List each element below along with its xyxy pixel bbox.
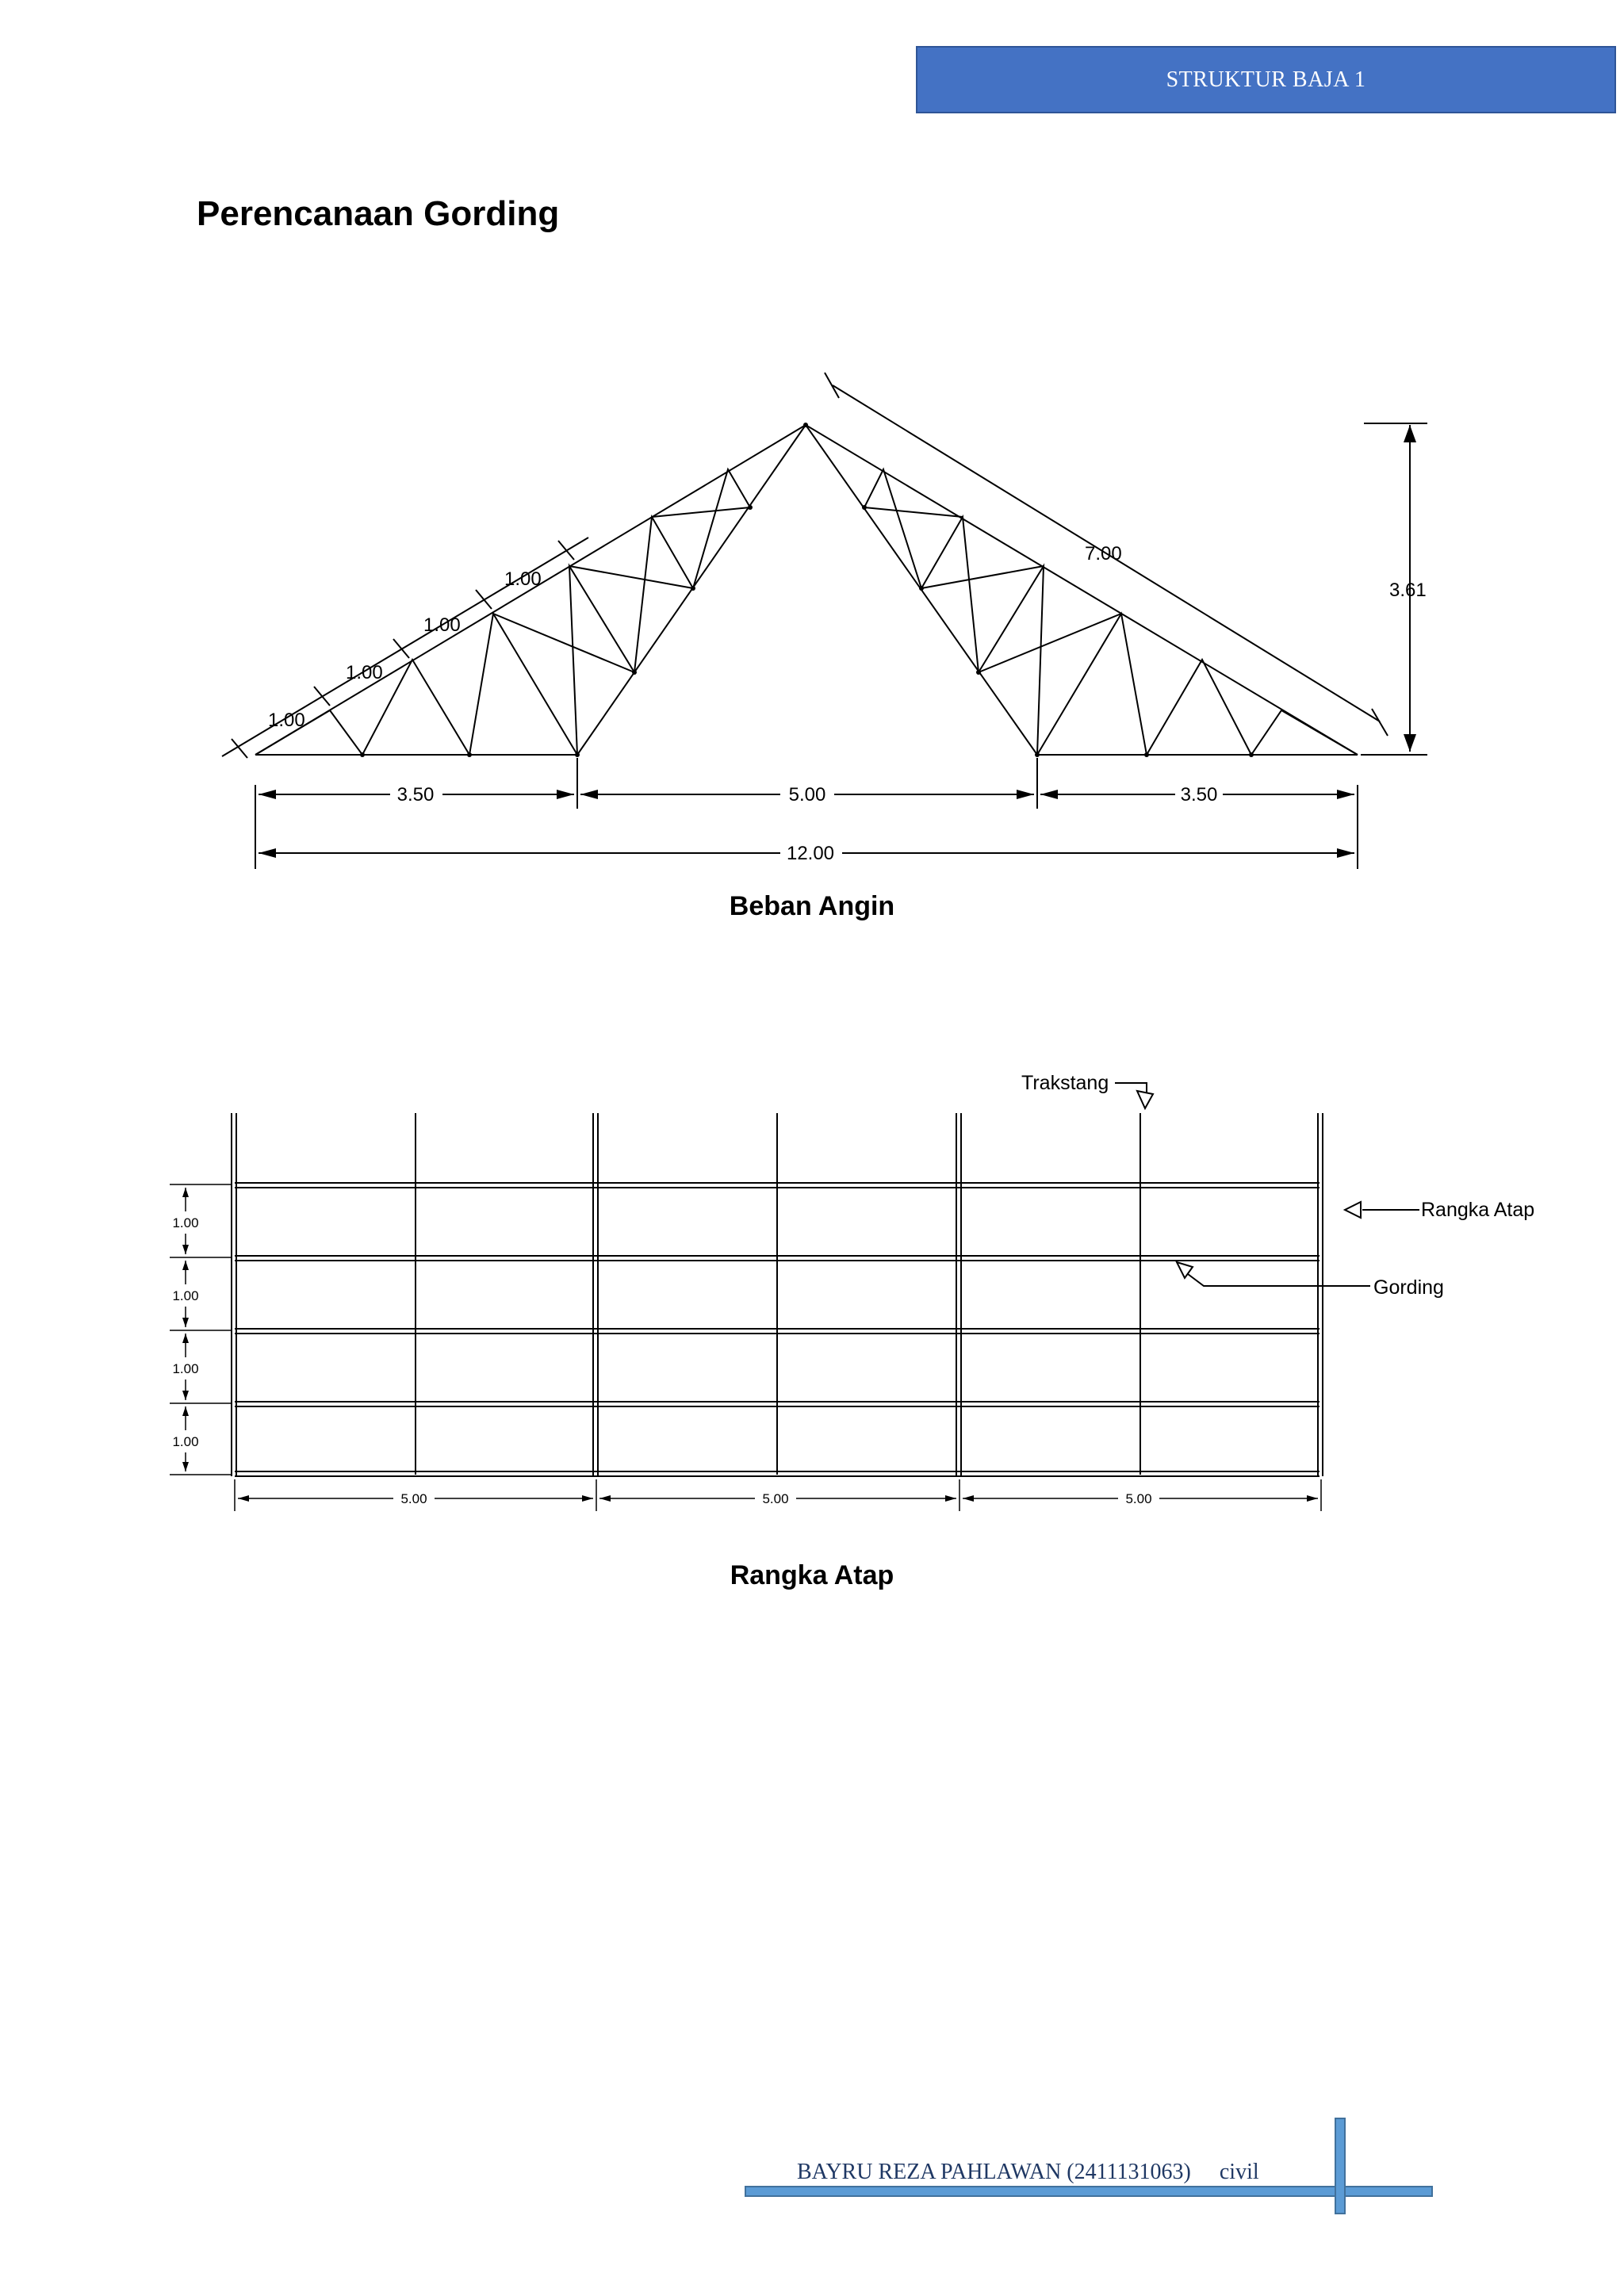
rafter-length-label: 7.00	[1085, 543, 1122, 564]
segment-label-1: 1.00	[268, 710, 305, 731]
segment-label-2: 1.00	[346, 662, 383, 683]
footer-author-name: BAYRU REZA PAHLAWAN (2411131063)	[797, 2160, 1191, 2184]
segment-label-3: 1.00	[423, 614, 461, 636]
segment-label-4: 1.00	[504, 568, 542, 590]
rangka-atap-label: Rangka Atap	[1421, 1199, 1535, 1221]
span-label-left: 3.50	[396, 784, 435, 806]
span-label-right: 3.50	[1180, 784, 1218, 806]
row-height-label-1: 1.00	[172, 1215, 199, 1230]
gording-label: Gording	[1373, 1276, 1444, 1299]
trakstang-label: Trakstang	[1021, 1072, 1109, 1094]
header-title: STRUKTUR BAJA 1	[1166, 67, 1366, 92]
row-height-label-2: 1.00	[172, 1288, 199, 1303]
row-height-label-4: 1.00	[172, 1434, 199, 1449]
bay-width-label-2: 5.00	[762, 1491, 789, 1506]
roof-frame-caption: Rangka Atap	[730, 1560, 894, 1590]
bay-width-label-3: 5.00	[1125, 1491, 1152, 1506]
total-span-label: 12.00	[786, 843, 835, 864]
bay-width-label-1: 5.00	[400, 1491, 427, 1506]
height-label: 3.61	[1389, 580, 1427, 601]
footer-department: civil	[1219, 2160, 1259, 2184]
page-title: Perencanaan Gording	[197, 194, 560, 233]
span-label-center: 5.00	[788, 784, 826, 806]
row-height-label-3: 1.00	[172, 1361, 199, 1376]
truss-caption: Beban Angin	[729, 891, 895, 921]
